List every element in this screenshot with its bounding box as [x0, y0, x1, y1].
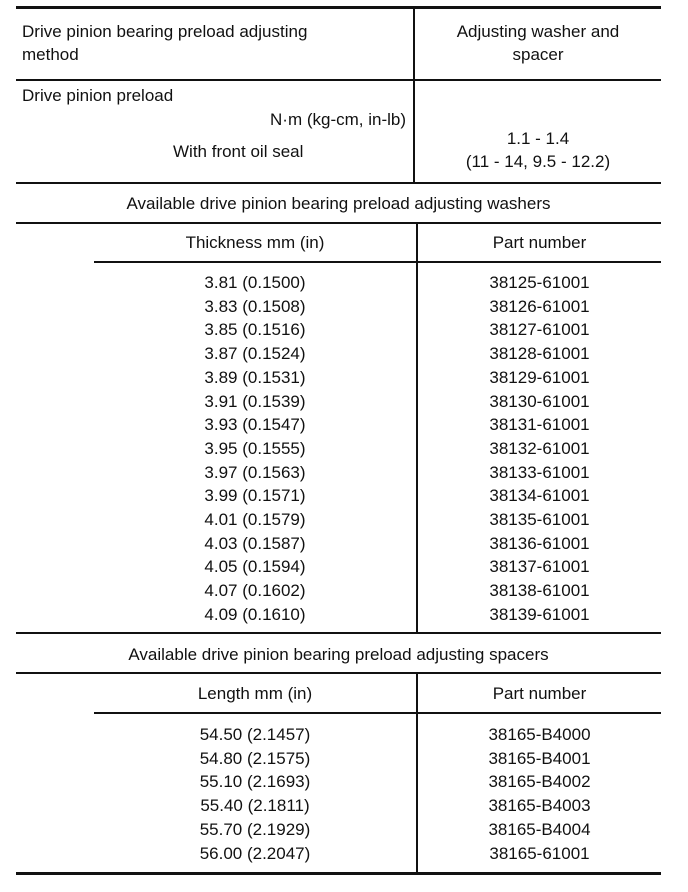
preload-units: N·m (kg-cm, in-lb) — [270, 110, 406, 129]
table-bottom-rule — [16, 872, 661, 875]
table-row-part-number: 38125-61001 — [489, 273, 590, 292]
table-row-part-number: 38126-61001 — [489, 296, 590, 316]
table-row-size: 3.95 (0.1555) — [204, 438, 306, 458]
table-row-size: 4.09 (0.1610) — [204, 604, 306, 624]
table-row-part-number: 38165-B4000 — [488, 725, 591, 744]
table-row-size: 3.89 (0.1531) — [204, 367, 306, 387]
preload-label: Drive pinion preload — [22, 86, 174, 105]
spacers-length-header: Length mm (in) — [197, 684, 313, 703]
table-row-size: 3.91 (0.1539) — [204, 391, 306, 411]
header-adjusting-line1: Adjusting washer and — [456, 22, 620, 41]
table-row-size: 3.83 (0.1508) — [204, 296, 306, 316]
table-row-size: 3.93 (0.1547) — [204, 415, 306, 435]
table-row-size: 3.81 (0.1500) — [204, 273, 306, 292]
spacers-title-rule — [16, 672, 661, 674]
table-row-size: 54.50 (2.1457) — [199, 725, 311, 744]
spacers-part-number-header: Part number — [492, 684, 587, 703]
table-row-size: 55.40 (2.1811) — [200, 796, 310, 816]
table-row-size: 55.70 (2.1929) — [199, 819, 311, 839]
table-row-part-number: 38131-61001 — [489, 415, 590, 435]
table-row-size: 54.80 (2.1575) — [199, 748, 311, 768]
header-method-line2: method — [22, 45, 79, 64]
washers-title-rule — [16, 222, 661, 224]
table-row-part-number: 38138-61001 — [489, 581, 590, 601]
table-row-part-number: 38130-61001 — [489, 391, 590, 411]
table-row-part-number: 38165-61001 — [489, 843, 590, 863]
table-row-size: 4.03 (0.1587) — [204, 533, 306, 553]
washers-bottom-rule — [16, 632, 661, 634]
preload-bottom-rule — [16, 182, 661, 184]
table-row-size: 3.97 (0.1563) — [204, 462, 306, 482]
table-row-size: 4.07 (0.1602) — [204, 581, 306, 601]
table-row-size: 56.00 (2.2047) — [199, 843, 311, 863]
table-row-part-number: 38165-B4003 — [488, 796, 591, 816]
washers-colhead-rule — [94, 261, 661, 263]
table-row-part-number: 38139-61001 — [489, 604, 590, 624]
preload-value: 1.1 - 1.4 — [506, 129, 570, 148]
table-row-part-number: 38165-B4002 — [488, 772, 591, 792]
header-adjusting-line2: spacer — [512, 45, 564, 64]
preload-condition: With front oil seal — [173, 142, 304, 161]
table-row-size: 4.01 (0.1579) — [204, 510, 306, 529]
table-row-part-number: 38136-61001 — [489, 533, 590, 553]
table-row-part-number: 38137-61001 — [489, 557, 590, 577]
washers-part-number-header: Part number — [492, 233, 587, 252]
table-row-size: 3.99 (0.1571) — [204, 486, 306, 506]
washers-thickness-header: Thickness mm (in) — [185, 233, 325, 252]
spacers-colhead-rule — [94, 712, 661, 714]
table-row-size: 55.10 (2.1693) — [199, 772, 311, 792]
table-row-part-number: 38165-B4001 — [488, 748, 591, 768]
table-row-part-number: 38133-61001 — [489, 462, 590, 482]
table-row-part-number: 38127-61001 — [489, 320, 590, 340]
washers-title: Available drive pinion bearing preload adjusting washers — [126, 194, 551, 213]
table-row-size: 3.87 (0.1524) — [204, 344, 306, 364]
header-method-line1: Drive pinion bearing preload adjusting — [22, 22, 308, 41]
header-bottom-rule — [16, 79, 661, 81]
table-top-rule — [16, 6, 661, 9]
table-row-part-number: 38132-61001 — [489, 438, 590, 458]
table-row-part-number: 38135-61001 — [489, 510, 590, 529]
table-row-part-number: 38129-61001 — [489, 367, 590, 387]
table-row-part-number: 38128-61001 — [489, 344, 590, 364]
table-row-part-number: 38165-B4004 — [488, 819, 591, 839]
preload-value-imperial: (11 - 14, 9.5 - 12.2) — [465, 152, 611, 171]
table-row-size: 3.85 (0.1516) — [204, 320, 306, 340]
table-row-part-number: 38134-61001 — [489, 486, 590, 506]
spacers-title: Available drive pinion bearing preload adjusting spacers — [128, 645, 549, 664]
table-row-size: 4.05 (0.1594) — [204, 557, 306, 577]
